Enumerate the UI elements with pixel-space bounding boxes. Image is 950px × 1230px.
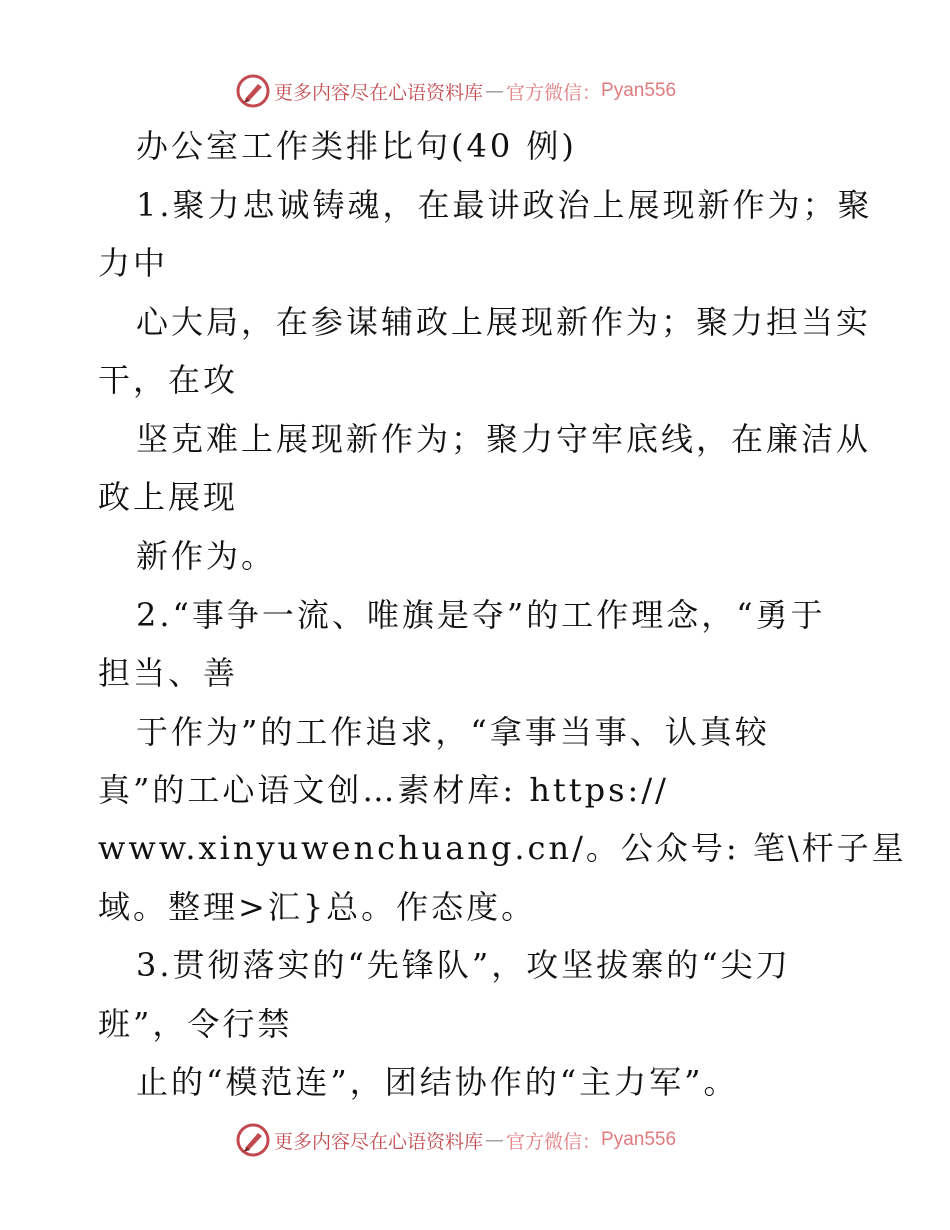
- watermark-banner-top: [236, 73, 676, 109]
- paragraph-line: 1.聚力忠诚铸魂，在最讲政治上展现新作为；聚: [136, 186, 873, 224]
- watermark-wechat-label: 官方微信：: [506, 81, 602, 104]
- paragraph-line: 域。整理>汇}总。作态度。: [98, 888, 537, 926]
- paragraph-line: 班”，令行禁: [98, 1005, 293, 1043]
- document-title: 办公室工作类排比句(40 例): [136, 127, 577, 165]
- watermark-dash: —: [485, 80, 505, 102]
- watermark-brand: 更多内容尽在心语资料库: [274, 81, 484, 104]
- watermark-account: Pyan556: [601, 1129, 677, 1150]
- paragraph-line: 心大局，在参谋辅政上展现新作为；聚力担当实: [136, 303, 872, 341]
- paragraph-line: 于作为”的工作追求，“拿事当事、认真较: [136, 713, 770, 751]
- paragraph-line: 新作为。: [136, 537, 277, 575]
- pen-logo-icon: [236, 74, 270, 108]
- watermark-dash: —: [485, 1129, 505, 1151]
- watermark-banner-bottom: [236, 1122, 676, 1158]
- paragraph-line: 真”的工心语文创…素材库: https://: [98, 771, 669, 809]
- paragraph-line: www.xinyuwenchuang.cn/。公众号: 笔\杆子星: [98, 829, 907, 867]
- pen-logo-icon: [236, 1123, 270, 1157]
- watermark-wechat-label: 官方微信：: [506, 1130, 602, 1153]
- paragraph-line: 力中: [98, 244, 169, 282]
- paragraph-line: 政上展现: [98, 478, 239, 516]
- paragraph-line: 止的“模范连”，团结协作的“主力军”。: [136, 1063, 739, 1101]
- watermark-account: Pyan556: [601, 80, 677, 101]
- paragraph-line: 坚克难上展现新作为；聚力守牢底线，在廉洁从: [136, 420, 872, 458]
- paragraph-line: 担当、善: [98, 654, 239, 692]
- watermark-brand: 更多内容尽在心语资料库: [274, 1130, 484, 1153]
- paragraph-line: 2.“事争一流、唯旗是夺”的工作理念，“勇于: [136, 596, 826, 634]
- paragraph-line: 3.贯彻落实的“先锋队”，攻坚拔寨的“尖刀: [136, 946, 791, 984]
- paragraph-line: 干，在攻: [98, 361, 239, 399]
